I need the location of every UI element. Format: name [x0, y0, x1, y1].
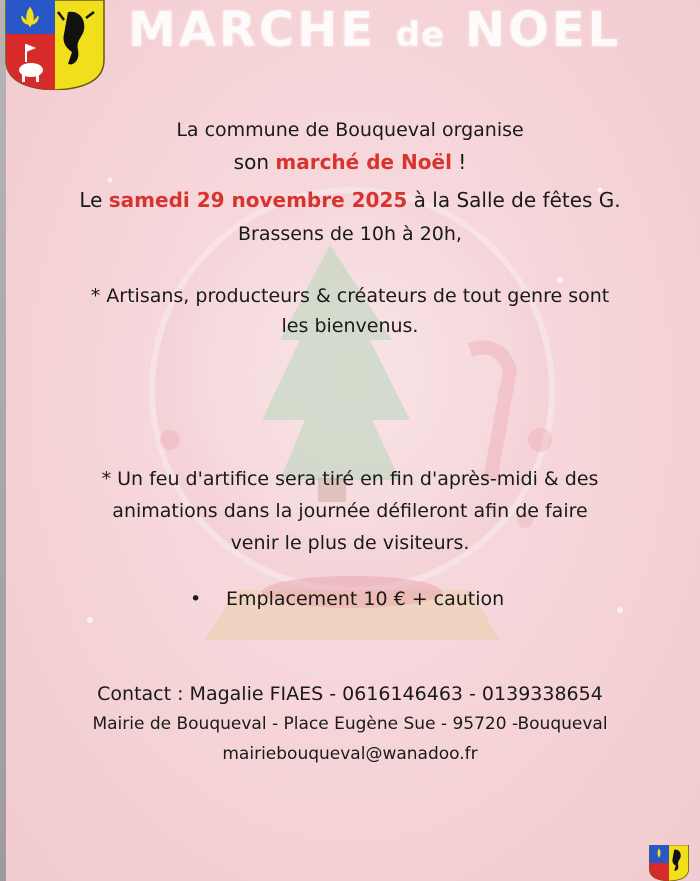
- intro-line-2-suffix: !: [458, 150, 467, 174]
- pricing-text: Emplacement 10 € + caution: [226, 588, 505, 610]
- faded-title-art: MARCHE de NOEL: [128, 2, 622, 58]
- intro-line-3-prefix: Le: [79, 188, 103, 212]
- intro-line-3-suffix: à la Salle de fêtes G.: [413, 188, 621, 212]
- contact-email: mairiebouqueval@wanadoo.fr: [222, 744, 478, 764]
- artisans-line-2: les bienvenus.: [281, 315, 419, 337]
- highlight-event-name: marché de Noël: [275, 150, 452, 174]
- contact-line-1: Contact : Magalie FIAES - 0616146463 - 0139338654: [97, 683, 603, 705]
- fireworks-line-1: * Un feu d'artifice sera tiré en fin d'après-midi & des: [101, 468, 599, 490]
- coat-of-arms-icon: [4, 0, 106, 90]
- intro-line-3: [0, 184, 700, 216]
- artisans-line-1: * Artisans, producteurs & créateurs de tout genre sont: [90, 285, 610, 307]
- fireworks-line-3: venir le plus de visiteurs.: [230, 532, 470, 554]
- fireworks-line-2: animations dans la journée défileront afin de faire: [112, 500, 588, 522]
- coat-of-arms-small-icon: [643, 845, 695, 881]
- bullet-icon: •: [190, 588, 202, 610]
- intro-line-1: La commune de Bouqueval organise: [176, 119, 524, 141]
- contact-address: Mairie de Bouqueval - Place Eugène Sue - 95720 -Bouqueval: [92, 714, 608, 734]
- intro-line-4: Brassens de 10h à 20h,: [238, 223, 462, 245]
- intro-line-2-prefix: son: [233, 150, 270, 174]
- intro-line-2: [0, 146, 700, 178]
- highlight-event-date: samedi 29 novembre 2025: [108, 188, 408, 212]
